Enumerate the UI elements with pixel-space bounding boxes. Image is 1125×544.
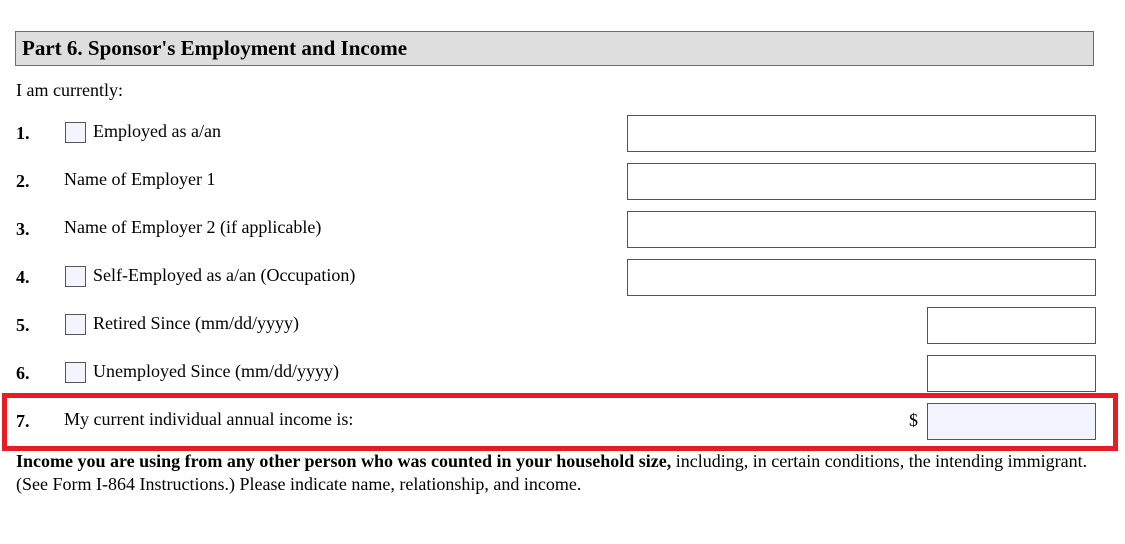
occupation-field[interactable]	[627, 259, 1096, 296]
income-note-bold: Income you are using from any other person who was counted in your household size,	[16, 451, 672, 471]
item-number: 4.	[16, 267, 30, 287]
retired-checkbox[interactable]	[65, 314, 86, 335]
item-self-employed-row	[0, 259, 1125, 297]
highlight-box	[2, 393, 1118, 451]
employer1-label: Name of Employer 1	[64, 169, 216, 189]
item-unemployed-row	[0, 355, 1125, 393]
dollar-sign: $	[909, 410, 918, 430]
employer2-label: Name of Employer 2 (if applicable)	[64, 217, 322, 237]
employed-as-field[interactable]	[627, 115, 1096, 152]
retired-date-field[interactable]	[927, 307, 1096, 344]
part-6-header: Part 6. Sponsor's Employment and Income	[15, 31, 1094, 66]
unemployed-checkbox[interactable]	[65, 362, 86, 383]
employer1-field[interactable]	[627, 163, 1096, 200]
item-employer1-row	[0, 163, 1125, 201]
employed-label: Employed as a/an	[93, 121, 221, 141]
item-employed-row	[0, 115, 1125, 153]
self-employed-checkbox[interactable]	[65, 266, 86, 287]
item-number: 2.	[16, 171, 30, 191]
item-number: 5.	[16, 315, 30, 335]
retired-label: Retired Since (mm/dd/yyyy)	[93, 313, 299, 333]
item-retired-row	[0, 307, 1125, 345]
item-number: 3.	[16, 219, 30, 239]
unemployed-label: Unemployed Since (mm/dd/yyyy)	[93, 361, 339, 381]
self-employed-label: Self-Employed as a/an (Occupation)	[93, 265, 356, 285]
intro-text: I am currently:	[16, 80, 123, 100]
income-note	[16, 450, 1106, 496]
unemployed-date-field[interactable]	[927, 355, 1096, 392]
employed-checkbox[interactable]	[65, 122, 86, 143]
item-number: 1.	[16, 123, 30, 143]
item-number: 6.	[16, 363, 30, 383]
income-label: My current individual annual income is:	[64, 409, 354, 429]
income-note-rest: including, in certain conditions, the intending immigrant. (See Form I-864 Instructions.) Please indicate name, relationship, and income.	[16, 451, 1088, 494]
item-employer2-row	[0, 211, 1125, 249]
employer2-field[interactable]	[627, 211, 1096, 248]
item-number: 7.	[16, 411, 30, 431]
